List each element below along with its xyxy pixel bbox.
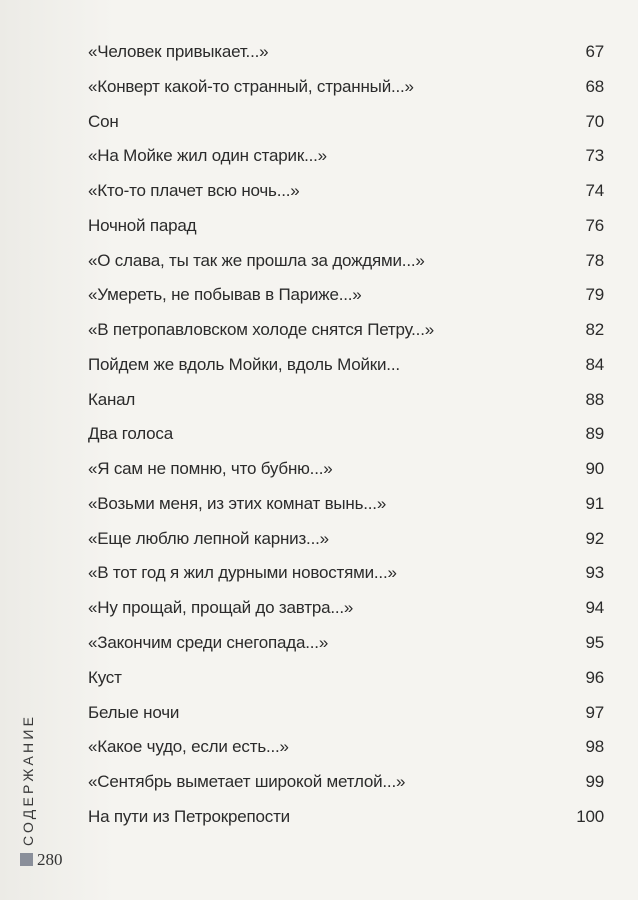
toc-entry-page: 90 xyxy=(585,459,604,479)
toc-entry-title: «Конверт какой-то странный, странный...» xyxy=(88,76,414,96)
toc-entry-page: 94 xyxy=(585,598,604,618)
toc-entry-title: «Ну прощай, прощай до завтра...» xyxy=(88,598,354,618)
toc-entry xyxy=(88,251,604,286)
toc-entry-page: 95 xyxy=(585,633,604,653)
toc-entry xyxy=(88,529,604,564)
toc-entry-title: «Человек привыкает...» xyxy=(88,42,269,61)
toc-entry-page: 91 xyxy=(585,493,604,513)
page-marker-square xyxy=(20,853,33,866)
toc-entry-title: «Закончим среди снегопада...» xyxy=(88,633,329,653)
toc-entry xyxy=(88,181,604,216)
toc-entry-title: Канал xyxy=(88,389,136,409)
toc-entry xyxy=(88,320,604,355)
toc-entry-page: 84 xyxy=(585,354,604,374)
toc-entry-title: Два голоса xyxy=(88,424,173,444)
toc-entry xyxy=(88,772,604,807)
toc-entry xyxy=(88,216,604,251)
toc-entry-page: 78 xyxy=(585,250,604,270)
toc-entry xyxy=(88,668,604,703)
toc-entry-title: «Умереть, не побывав в Париже...» xyxy=(88,285,362,305)
toc-entry xyxy=(88,390,604,425)
toc-entry-page: 70 xyxy=(585,111,604,131)
toc-entry-page: 100 xyxy=(576,806,604,826)
toc-entry-title: Сон xyxy=(88,111,119,131)
page-number: 280 xyxy=(37,850,63,869)
toc-entry xyxy=(88,563,604,598)
toc-entry xyxy=(88,807,604,842)
toc-entry-page: 99 xyxy=(585,772,604,792)
toc-entry-page: 92 xyxy=(585,528,604,548)
toc-entry xyxy=(88,77,604,112)
toc-entry-page: 68 xyxy=(585,76,604,96)
toc-entry xyxy=(88,494,604,529)
toc-entry-page: 98 xyxy=(585,737,604,757)
toc-entry xyxy=(88,424,604,459)
toc-entry-title: «Какое чудо, если есть...» xyxy=(88,737,289,757)
toc-entry xyxy=(88,42,604,77)
toc-entry-title: «О слава, ты так же прошла за дождями...» xyxy=(88,250,425,270)
toc-entry-page: 82 xyxy=(585,320,604,340)
toc-entry xyxy=(88,459,604,494)
toc-entry-title: Пойдем же вдоль Мойки, вдоль Мойки... xyxy=(88,354,400,374)
toc-entry-title: «В петропавловском холоде снятся Петру...» xyxy=(88,320,434,340)
toc-entry-page: 88 xyxy=(585,389,604,409)
toc-entry xyxy=(88,737,604,772)
toc-entry-title: «Я сам не помню, что бубню...» xyxy=(88,459,333,479)
toc-entry-page: 97 xyxy=(585,702,604,722)
toc-entry-title: На пути из Петрокрепости xyxy=(88,806,290,826)
toc-entry-title: «На Мойке жил один старик...» xyxy=(88,146,327,166)
toc-entry xyxy=(88,633,604,668)
toc-entry xyxy=(88,285,604,320)
toc-entry xyxy=(88,355,604,390)
toc-entry xyxy=(88,112,604,147)
toc-entry-page: 76 xyxy=(585,215,604,235)
toc-entry-page: 93 xyxy=(585,563,604,583)
toc-entry xyxy=(88,703,604,738)
toc-entry-title: «Возьми меня, из этих комнат вынь...» xyxy=(88,493,387,513)
toc-entry xyxy=(88,598,604,633)
toc-entry-title: «Еще люблю лепной карниз...» xyxy=(88,528,329,548)
toc-entry-page: 73 xyxy=(585,146,604,166)
toc-entry-title: Ночной парад xyxy=(88,215,197,235)
toc-entry-page: 96 xyxy=(585,667,604,687)
toc-entry-title: «В тот год я жил дурными новостями...» xyxy=(88,563,397,583)
toc-entry-title: Белые ночи xyxy=(88,702,180,722)
toc-entry-page: 67 xyxy=(585,42,604,61)
toc-entry-page: 89 xyxy=(585,424,604,444)
section-label: СОДЕРЖАНИЕ xyxy=(20,713,36,846)
toc-entry-title: «Кто-то плачет всю ночь...» xyxy=(88,181,300,201)
table-of-contents xyxy=(88,42,604,842)
toc-entry-page: 79 xyxy=(585,285,604,305)
toc-entry-title: Куст xyxy=(88,667,122,687)
toc-entry-page: 74 xyxy=(585,181,604,201)
toc-entry xyxy=(88,146,604,181)
toc-entry-title: «Сентябрь выметает широкой метлой...» xyxy=(88,772,406,792)
